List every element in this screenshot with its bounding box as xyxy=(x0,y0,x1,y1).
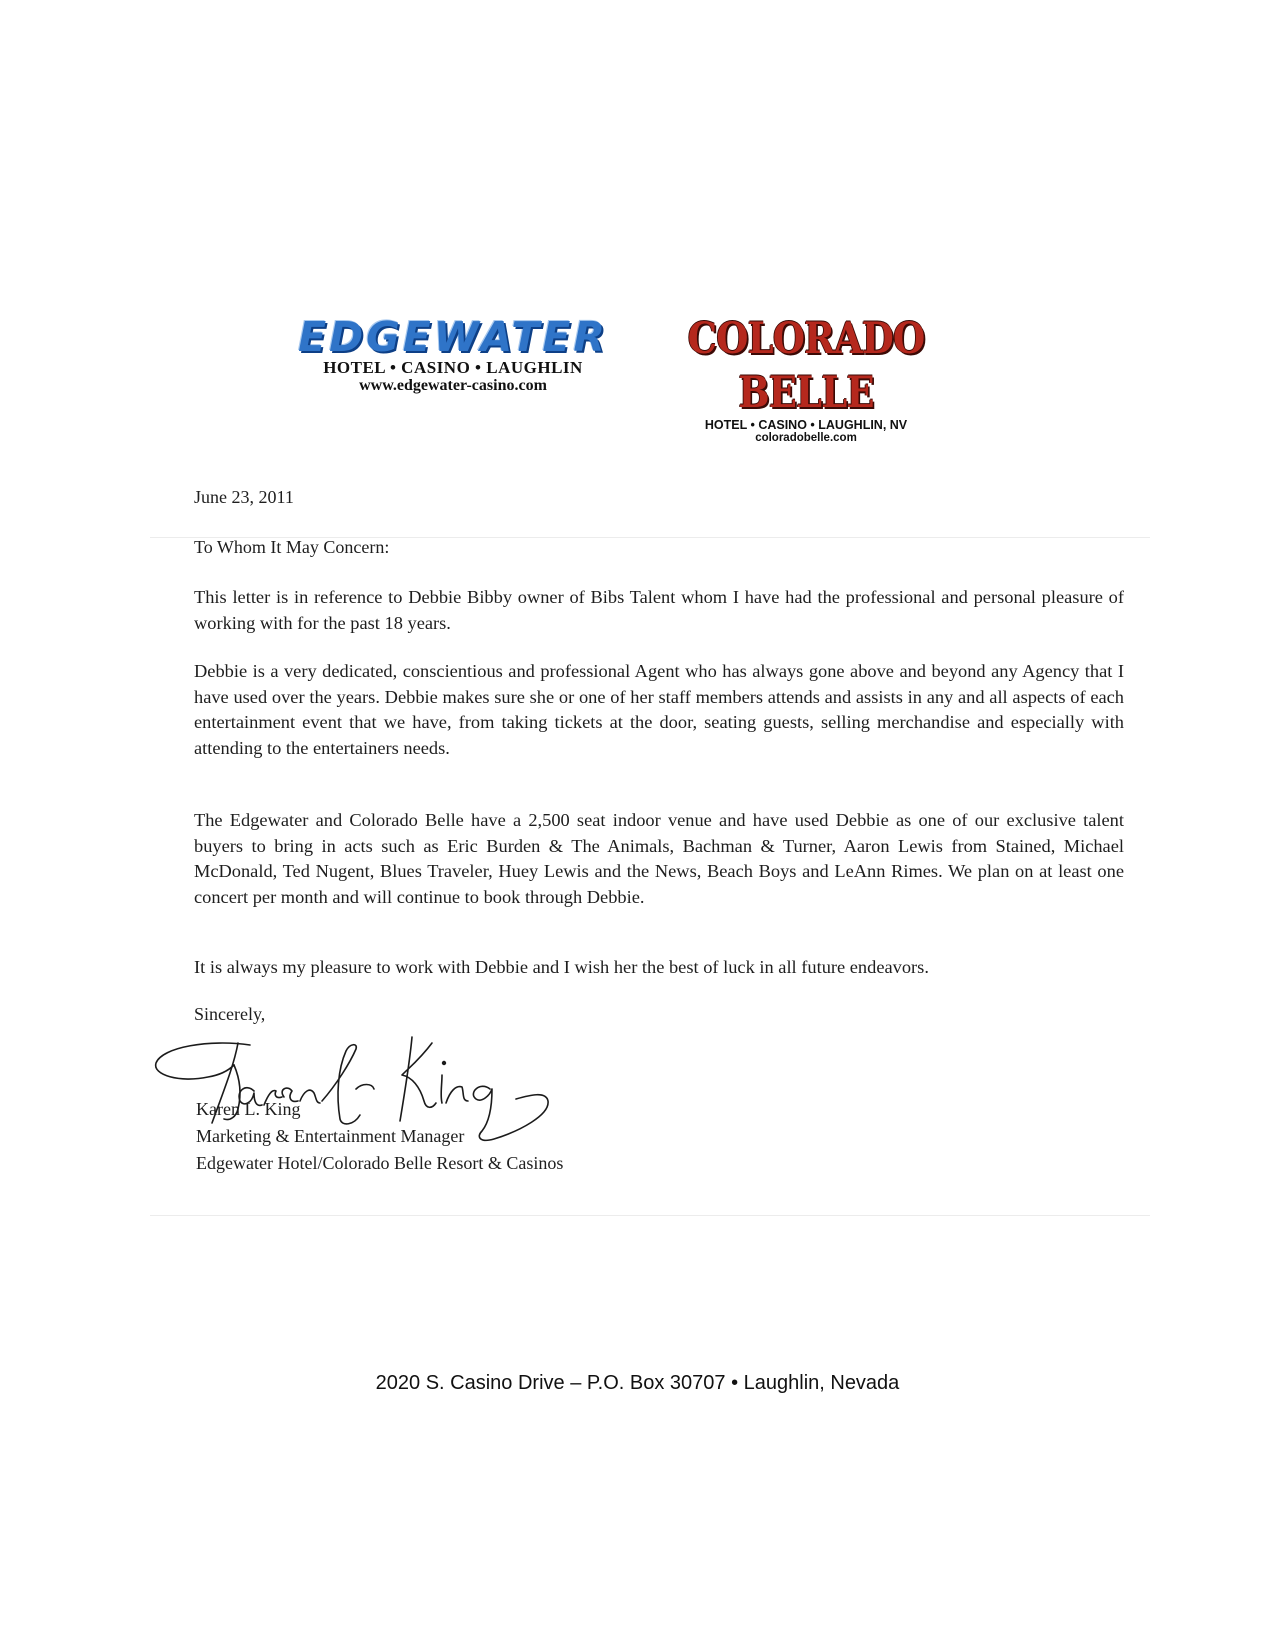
signer-name: Karen L. King xyxy=(196,1099,301,1119)
letter-salutation: To Whom It May Concern: xyxy=(194,537,390,557)
edgewater-tagline: HOTEL • CASINO • LAUGHLIN xyxy=(323,358,583,377)
letter-closing: Sincerely, xyxy=(194,1004,266,1024)
body-paragraph: This letter is in reference to Debbie Bibby owner of Bibs Talent whom I have had the professional and personal pleasure of working with for the past 18 years. xyxy=(194,587,1124,633)
edgewater-website: www.edgewater-casino.com xyxy=(359,377,547,394)
body-paragraph: Debbie is a very dedicated, conscientious and professional Agent who has always gone above and beyond any Agency that I have used over the years. Debbie makes sure she or one of her staff members attends and assists in any and all aspects of each entertainment event that we have, from taking tickets at the door, seating guests, selling merchandise and especially with attending to the entertainers needs. xyxy=(194,661,1124,758)
colorado-belle-website: coloradobelle.com xyxy=(755,432,857,444)
letter-date: June 23, 2011 xyxy=(194,487,294,507)
colorado-belle-tagline: HOTEL • CASINO • LAUGHLIN, NV xyxy=(704,418,908,432)
signer-company: Edgewater Hotel/Colorado Belle Resort & Casinos xyxy=(196,1153,564,1173)
edgewater-logo-wordmark: EDGEWATER xyxy=(298,313,608,361)
footer-address: 2020 S. Casino Drive – P.O. Box 30707 • Laughlin, Nevada xyxy=(375,1372,900,1394)
edgewater-logo xyxy=(298,315,608,415)
body-paragraph: It is always my pleasure to work with Debbie and I wish her the best of luck in all future endeavors. xyxy=(194,957,929,977)
colorado-belle-logo-wordmark: COLORADO BELLE xyxy=(687,314,925,418)
scan-artifact-line xyxy=(150,1215,1150,1216)
signer-title: Marketing & Entertainment Manager xyxy=(196,1126,465,1146)
body-paragraph: The Edgewater and Colorado Belle have a 2,500 seat indoor venue and have used Debbie as one of our exclusive talent buyers to bring in acts such as Eric Burden & The Animals, Bachman & Turner, Aaron Lewis from Stained, Michael McDonald, Ted Nugent, Blues Traveler, Huey Lewis and the News, Beach Boys and LeAnn Rimes. We plan on at least one concert per month and will continue to book through Debbie. xyxy=(194,810,1124,907)
colorado-belle-logo xyxy=(642,312,970,444)
